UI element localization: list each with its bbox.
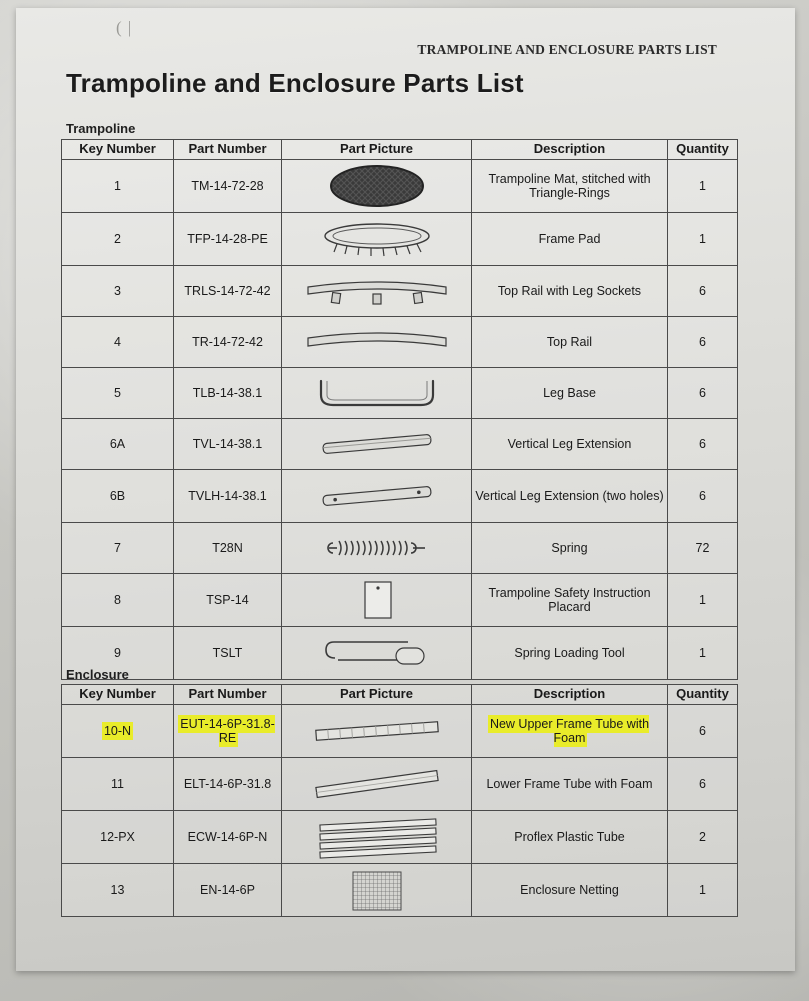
page-title: Trampoline and Enclosure Parts List [66, 68, 524, 98]
cell-quantity: 6 [668, 367, 738, 418]
header-description: Description [472, 140, 668, 160]
cell-description: Frame Pad [472, 212, 668, 265]
cell-part-number: ECW-14-6P-N [174, 810, 282, 863]
cell-key-number: 9 [62, 626, 174, 679]
cell-key-number: 4 [62, 316, 174, 367]
header-part-number: Part Number [174, 140, 282, 160]
table-row [62, 316, 738, 367]
cell-quantity: 6 [668, 316, 738, 367]
vertical-leg-holes-icon [282, 469, 472, 522]
header-part-picture: Part Picture [282, 140, 472, 160]
highlighted-description: New Upper Frame Tube with Foam [489, 716, 650, 745]
table-row [62, 757, 738, 810]
cell-key-number: 6A [62, 418, 174, 469]
vertical-leg-icon [282, 418, 472, 469]
cell-key-number: 12-PX [62, 810, 174, 863]
cell-description: Enclosure Netting [472, 863, 668, 916]
cell-description [472, 704, 668, 757]
enclosure-netting-icon [282, 863, 472, 916]
trampoline-parts-table [61, 139, 738, 680]
table-header-row [62, 685, 738, 705]
cell-part-number: TSP-14 [174, 573, 282, 626]
table-row [62, 863, 738, 916]
cell-key-number: 5 [62, 367, 174, 418]
cell-quantity: 2 [668, 810, 738, 863]
cell-part-number: TSLT [174, 626, 282, 679]
cell-key-number: 8 [62, 573, 174, 626]
header-description: Description [472, 685, 668, 705]
enclosure-parts-table [61, 684, 738, 917]
table-row [62, 159, 738, 212]
cell-quantity: 6 [668, 757, 738, 810]
cell-description: Top Rail [472, 316, 668, 367]
cell-part-number: TVLH-14-38.1 [174, 469, 282, 522]
cell-key-number: 6B [62, 469, 174, 522]
top-rail-leg-socket-icon [282, 265, 472, 316]
table-row [62, 212, 738, 265]
spring-icon [282, 522, 472, 573]
header-quantity: Quantity [668, 685, 738, 705]
table-row [62, 626, 738, 679]
highlighted-part-number: EUT-14-6P-31.8-RE [180, 716, 275, 745]
cell-quantity: 6 [668, 704, 738, 757]
top-rail-icon [282, 316, 472, 367]
cell-part-number: TR-14-72-42 [174, 316, 282, 367]
cell-part-number [174, 704, 282, 757]
cell-key-number: 7 [62, 522, 174, 573]
leg-base-icon [282, 367, 472, 418]
cell-part-number: TRLS-14-72-42 [174, 265, 282, 316]
running-head: TRAMPOLINE AND ENCLOSURE PARTS LIST [417, 42, 717, 57]
cell-description: Lower Frame Tube with Foam [472, 757, 668, 810]
cell-description: Vertical Leg Extension [472, 418, 668, 469]
header-part-picture: Part Picture [282, 685, 472, 705]
cell-part-number: TLB-14-38.1 [174, 367, 282, 418]
cell-key-number: 13 [62, 863, 174, 916]
cell-part-number: TFP-14-28-PE [174, 212, 282, 265]
cell-description: Proflex Plastic Tube [472, 810, 668, 863]
cell-part-number: T28N [174, 522, 282, 573]
cell-description: Leg Base [472, 367, 668, 418]
table-row [62, 573, 738, 626]
cell-quantity: 6 [668, 265, 738, 316]
cell-part-number: EN-14-6P [174, 863, 282, 916]
cell-quantity: 1 [668, 212, 738, 265]
spring-loading-tool-icon [282, 626, 472, 679]
placard-icon [282, 573, 472, 626]
cell-quantity: 1 [668, 626, 738, 679]
cell-quantity: 1 [668, 159, 738, 212]
cell-description: Trampoline Safety Instruction Placard [472, 573, 668, 626]
cell-description: Top Rail with Leg Sockets [472, 265, 668, 316]
table-row [62, 810, 738, 863]
cell-part-number: TVL-14-38.1 [174, 418, 282, 469]
cell-part-number: TM-14-72-28 [174, 159, 282, 212]
header-key-number: Key Number [62, 140, 174, 160]
cell-key-number: 2 [62, 212, 174, 265]
header-key-number: Key Number [62, 685, 174, 705]
cell-description: Spring [472, 522, 668, 573]
cell-key-number: 3 [62, 265, 174, 316]
section-label-trampoline: Trampoline [66, 121, 136, 136]
trampoline-mat-icon [282, 159, 472, 212]
header-part-number: Part Number [174, 685, 282, 705]
table-row [62, 704, 738, 757]
cell-part-number: ELT-14-6P-31.8 [174, 757, 282, 810]
cell-quantity: 1 [668, 573, 738, 626]
cell-quantity: 72 [668, 522, 738, 573]
cell-key-number: 1 [62, 159, 174, 212]
table-row [62, 265, 738, 316]
header-quantity: Quantity [668, 140, 738, 160]
corner-mark: ( | [116, 18, 133, 37]
table-row [62, 418, 738, 469]
cell-quantity: 1 [668, 863, 738, 916]
upper-frame-tube-icon [282, 704, 472, 757]
cell-description: Vertical Leg Extension (two holes) [472, 469, 668, 522]
section-label-enclosure: Enclosure [66, 667, 129, 682]
lower-frame-tube-icon [282, 757, 472, 810]
proflex-tube-icon [282, 810, 472, 863]
table-header-row [62, 140, 738, 160]
table-row [62, 522, 738, 573]
cell-key-number: 11 [62, 757, 174, 810]
highlighted-key-number: 10-N [103, 723, 132, 738]
cell-key-number [62, 704, 174, 757]
table-row [62, 367, 738, 418]
cell-description: Spring Loading Tool [472, 626, 668, 679]
cell-quantity: 6 [668, 418, 738, 469]
frame-pad-icon [282, 212, 472, 265]
paper-sheet [16, 8, 795, 971]
cell-quantity: 6 [668, 469, 738, 522]
table-row [62, 469, 738, 522]
cell-description: Trampoline Mat, stitched with Triangle-Rings [472, 159, 668, 212]
